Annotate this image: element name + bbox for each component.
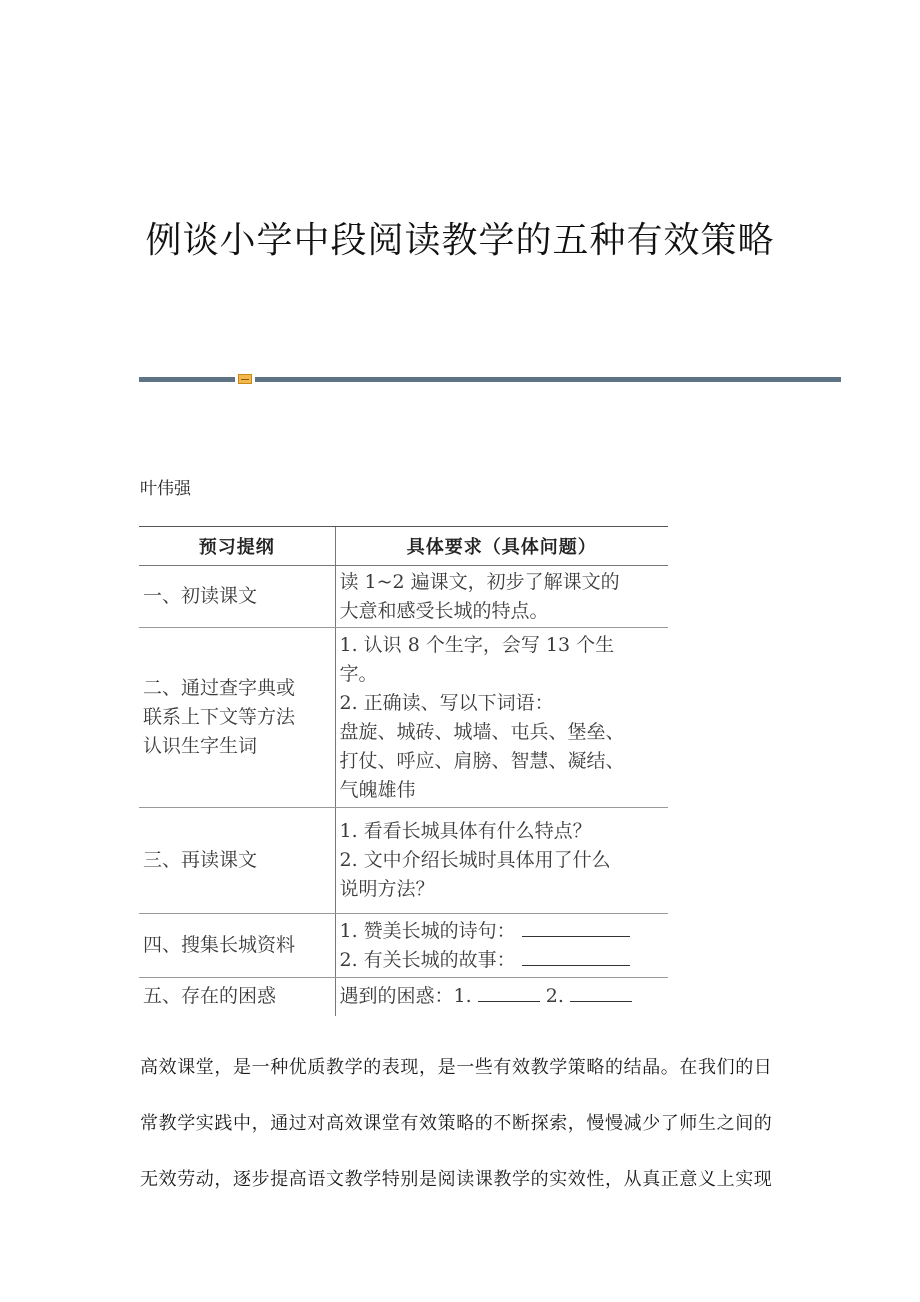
answer-blank: [478, 983, 540, 1002]
table-row: [139, 566, 668, 628]
answer-blank: [522, 918, 630, 937]
requirement-line: 2. 正确读、写以下词语：: [339, 691, 554, 714]
body-line: 常教学实践中，通过对高效课堂有效策略的不断探索，慢慢减少了师生之间的: [140, 1113, 773, 1134]
outline-cell: [139, 566, 335, 628]
requirement-line: 打仗、呼应、肩膀、智慧、凝结、: [339, 749, 625, 772]
requirement-cell: [335, 566, 668, 628]
outline-text: 五、存在的困惑: [143, 985, 277, 1008]
requirement-line: [340, 917, 669, 946]
requirement-line: 说明方法？: [339, 878, 435, 900]
title-divider: [139, 374, 841, 384]
requirement-line: 盘旋、城砖、城墙、屯兵、堡垒、: [339, 720, 625, 743]
outline-cell: [139, 808, 335, 914]
author-name: 叶伟强: [140, 479, 191, 499]
requirement-text: 2.: [545, 985, 564, 1008]
requirement-line: 2. 文中介绍长城时具体用了什么: [339, 849, 611, 871]
requirement-line: 字。: [339, 662, 378, 685]
requirement-line: 大意和感受长城的特点。: [339, 599, 549, 622]
body-paragraph: [140, 1040, 780, 1208]
header-outline: 预习提纲: [139, 527, 335, 566]
answer-blank: [570, 983, 632, 1002]
outline-text: 一、初读课文: [143, 585, 258, 607]
header-requirement: 具体要求（具体问题）: [335, 527, 668, 566]
table-row: [139, 808, 668, 914]
table-header-row: [139, 527, 668, 566]
outline-text: 二、通过查字典或: [143, 677, 296, 699]
table-row: [139, 978, 668, 1016]
body-line: 无效劳动，逐步提高语文教学特别是阅读课教学的实效性，从真正意义上实现: [140, 1169, 773, 1190]
outline-cell: [139, 628, 335, 808]
outline-text: 三、再读课文: [143, 849, 258, 871]
outline-text: 联系上下文等方法: [143, 706, 296, 728]
requirement-line: [340, 982, 669, 1011]
outline-text: 四、搜集长城资料: [143, 934, 296, 956]
divider-right-bar: [255, 377, 841, 382]
divider-left-bar: [139, 377, 235, 382]
outline-cell: [139, 978, 335, 1016]
outline-text: 认识生字生词: [143, 735, 258, 757]
outline-cell: [139, 914, 335, 978]
requirement-cell: [335, 628, 668, 808]
requirement-text: 2. 有关长城的故事：: [339, 948, 516, 971]
requirement-cell: [335, 978, 668, 1016]
divider-badge-icon: [238, 374, 252, 384]
requirement-text: 1. 赞美长城的诗句：: [339, 919, 516, 942]
body-line: 高效课堂，是一种优质教学的表现，是一些有效教学策略的结晶。在我们的日: [140, 1057, 773, 1078]
requirement-line: [340, 946, 669, 975]
requirement-line: 1. 看看长城具体有什么特点？: [339, 820, 592, 842]
requirement-cell: [335, 914, 668, 978]
requirement-line: 读 1~2 遍课文，初步了解课文的: [339, 570, 620, 593]
requirement-line: 1. 认识 8 个生字，会写 13 个生: [339, 633, 615, 656]
table-row: [139, 914, 668, 978]
requirement-line: 气魄雄伟: [339, 778, 416, 801]
answer-blank: [522, 947, 630, 966]
page-title: 例谈小学中段阅读教学的五种有效策略: [145, 220, 775, 261]
requirement-cell: [335, 808, 668, 914]
requirement-text: 遇到的困惑：1.: [339, 985, 472, 1008]
preview-outline-table: [139, 526, 668, 1016]
table-row: [139, 628, 668, 808]
